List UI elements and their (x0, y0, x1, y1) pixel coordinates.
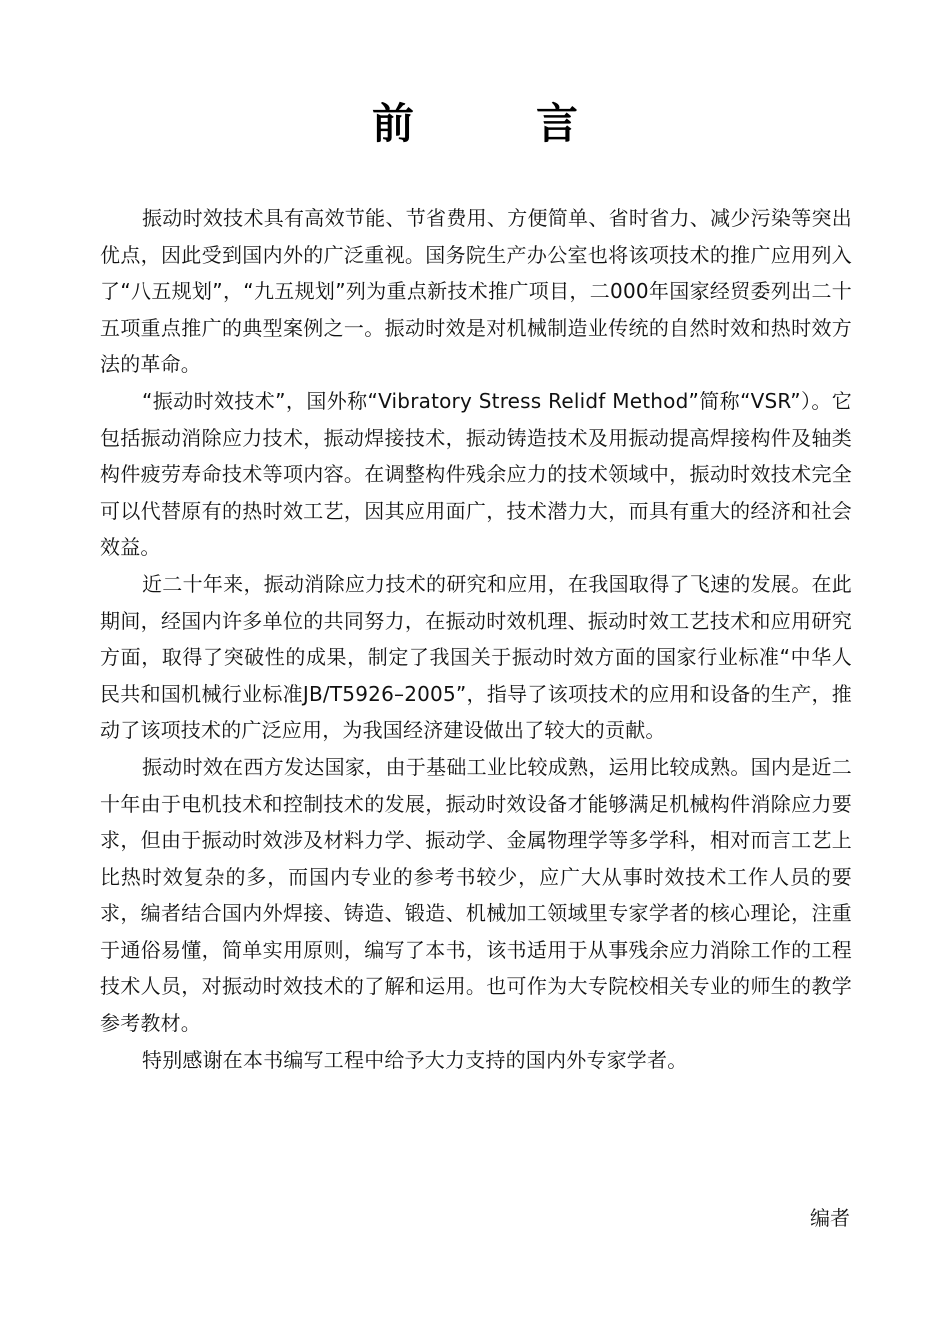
paragraph-3: 近二十年来，振动消除应力技术的研究和应用，在我国取得了飞速的发展。在此期间，经国内许多单位的共同努力，在振动时效机理、振动时效工艺技术和应用研究方面，取得了突破性的成果，制定了我国关于振动时效方面的国家行业标准“中华人民共和国机械行业标准JB/T5926–2005”，指导了该项技术的应用和设备的生产，推动了该项技术的广泛应用，为我国经济建设做出了较大的贡献。 (100, 571, 852, 743)
preface-body (100, 200, 852, 1078)
paragraph-1: 振动时效技术具有高效节能、节省费用、方便简单、省时省力、减少污染等突出优点，因此受到国内外的广泛重视。国务院生产办公室也将该项技术的推广应用列入了“八五规划”，“九五规划”列为重点新技术推广项目，二000年国家经贸委列出二十五项重点推广的典型案例之一。振动时效是对机械制造业传统的自然时效和热时效方法的革命。 (100, 206, 852, 377)
paragraph-4: 振动时效在西方发达国家，由于基础工业比较成熟，运用比较成熟。国内是近二十年由于电机技术和控制技术的发展，振动时效设备才能够满足机械构件消除应力要求，但由于振动时效涉及材料力学、振动学、金属物理学等多学科，相对而言工艺上比热时效复杂的多，而国内专业的参考书较少，应广大从事时效技术工作人员的要求，编者结合国内外焊接、铸造、锻造、机械加工领域里专家学者的核心理论，注重于通俗易懂，简单实用原则，编写了本书，该书适用于从事残余应力消除工作的工程技术人员，对振动时效技术的了解和运用。也可作为大专院校相关专业的师生的教学参考教材。 (100, 754, 852, 1036)
author-signature: 编者 (810, 1206, 850, 1230)
paragraph-2: “振动时效技术”，国外称“Vibratory Stress Relidf Method”简称“VSR”）。它包括振动消除应力技术，振动焊接技术，振动铸造技术及用振动提高焊接构件及轴类构件疲劳寿命技术等项内容。在调整构件残余应力的技术领域中，振动时效技术完全可以代替原有的热时效工艺，因其应用面广，技术潜力大，而具有重大的经济和社会效益。 (100, 388, 852, 560)
page-title: 前 言 (371, 99, 618, 148)
paragraph-5: 特别感谢在本书编写工程中给予大力支持的国内外专家学者。 (142, 1047, 688, 1072)
